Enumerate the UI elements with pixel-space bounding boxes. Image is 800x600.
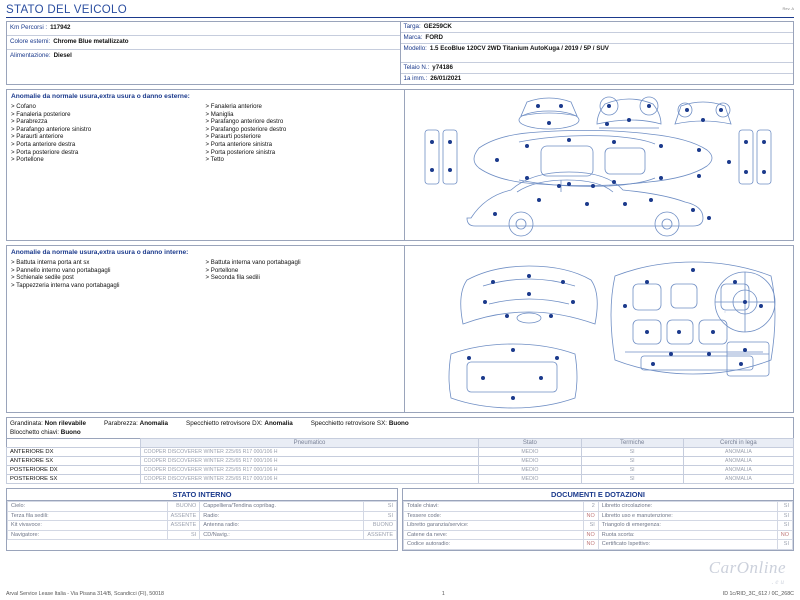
info-label-km: Km Percorsi :: [10, 24, 48, 32]
field-value: SI: [777, 511, 792, 521]
condition-grandinata-value: Non rilevabile: [44, 420, 86, 427]
list-item: > Fanaleria posteriore: [11, 111, 206, 119]
list-item: > Porta posteriore sinistra: [206, 149, 401, 157]
field-value: ASSENTE: [364, 530, 397, 540]
info-value-km: 117942: [50, 24, 71, 32]
vehicle-info-left: [7, 22, 401, 84]
condition-row-2: [10, 428, 790, 437]
document-header: [6, 4, 794, 18]
tyre-model: COOPER DISCOVERER WINTER 225/65 R17 000/106 H: [140, 457, 478, 466]
tyres-header-row: [7, 439, 794, 448]
tyre-position: POSTERIORE SX: [7, 475, 141, 484]
list-item: > Parafango anteriore sinistro: [11, 126, 206, 134]
info-label-telaio: Telaio N.:: [403, 64, 430, 71]
info-label-modello: Modello:: [403, 45, 427, 52]
page-title: STATO DEL VEICOLO: [6, 4, 127, 16]
list-item: > Seconda fila sedili: [206, 274, 401, 282]
list-item: > Battuta interna vano portabagagli: [206, 259, 401, 267]
condition-parabrezza-label: Parabrezza:: [103, 420, 138, 427]
tyre-cerchi: ANOMALIA: [683, 457, 793, 466]
tyre-stato: MEDIO: [479, 448, 581, 457]
info-row-km: [7, 22, 400, 36]
info-label-marca: Marca:: [403, 34, 423, 41]
condition-specchietto-dx-value: Anomalia: [264, 420, 293, 427]
field-label: Codice autoradio:: [404, 540, 584, 550]
tyre-termiche: SI: [581, 457, 683, 466]
info-label-targa: Targa:: [403, 23, 421, 30]
field-label: Cappelliera/Tendina copribag.: [200, 502, 364, 512]
interior-car-diagram-svg: [405, 246, 793, 412]
field-value: NO: [777, 530, 792, 540]
info-value-alimentazione: Diesel: [53, 52, 72, 60]
table-row: [404, 511, 793, 521]
list-item: > Pannello interno vano portabagagli: [11, 267, 206, 275]
table-row: [404, 521, 793, 531]
list-item: > Portellone: [206, 267, 401, 275]
tyre-position: ANTERIORE SX: [7, 457, 141, 466]
list-item: > Porta anteriore sinistra: [206, 141, 401, 149]
table-row: [8, 511, 397, 521]
stato-interno-table: [6, 488, 398, 551]
field-label: Radio:: [200, 511, 364, 521]
condition-specchietto-sx-label: Specchietto retrovisore SX:: [310, 420, 388, 427]
tyre-cerchi: ANOMALIA: [683, 475, 793, 484]
condition-blocchetto-chiavi: [10, 428, 81, 437]
internal-damage-heading: Anomalie da normale usura,extra usura o danno interne:: [11, 249, 189, 256]
info-label-alimentazione: Alimentazione:: [10, 52, 51, 60]
list-item: > Paraurti anteriore: [11, 133, 206, 141]
tyre-model: COOPER DISCOVERER WINTER 225/65 R17 000/106 H: [140, 466, 478, 475]
tyre-position: POSTERIORE DX: [7, 466, 141, 475]
tyre-model: COOPER DISCOVERER WINTER 225/65 R17 000/106 H: [140, 475, 478, 484]
condition-parabrezza-value: Anomalia: [139, 420, 168, 427]
field-value: SI: [777, 502, 792, 512]
list-item: > Porta posteriore destra: [11, 149, 206, 157]
internal-damage-list: [7, 246, 405, 412]
vehicle-info-right: [401, 22, 794, 84]
footer-company: Arval Service Lease Italia - Via Pisana 314/B, Scandicci (FI), 50018: [6, 591, 165, 597]
condition-grandinata: [10, 419, 86, 428]
stato-interno-title: STATO INTERNO: [7, 489, 397, 501]
list-item: > Parafango anteriore destro: [206, 118, 401, 126]
watermark-text: CarOnline: [708, 558, 786, 577]
field-label: Libretto uso e manutenzione:: [598, 511, 777, 521]
condition-specchietto-dx-label: Specchietto retrovisore DX:: [186, 420, 263, 427]
list-item: > Porta anteriore destra: [11, 141, 206, 149]
field-label: Antenna radio:: [200, 521, 364, 531]
list-item: > Fanaleria anteriore: [206, 103, 401, 111]
tyre-position: ANTERIORE DX: [7, 448, 141, 457]
documenti-title: DOCUMENTI E DOTAZIONI: [403, 489, 793, 501]
field-value: NO: [583, 540, 598, 550]
external-damage-col2: [206, 103, 401, 164]
info-value-immatricolazione: 26/01/2021: [430, 75, 462, 82]
condition-parabrezza: [104, 419, 168, 428]
tyre-cerchi: ANOMALIA: [683, 448, 793, 457]
internal-damage-col1: [11, 259, 206, 289]
external-damage-list: [7, 90, 405, 240]
exterior-car-diagram-svg: [405, 90, 793, 240]
field-value: BUONO: [364, 521, 397, 531]
condition-specchietto-sx-value: Buono: [388, 420, 409, 427]
field-value: SI: [167, 530, 200, 540]
field-label: Ruota scorta:: [598, 530, 777, 540]
table-row: [8, 502, 397, 512]
info-row-alimentazione: [7, 50, 400, 64]
list-item: > Battuta interna porta ant sx: [11, 259, 206, 267]
field-value: SI: [777, 521, 792, 531]
tyre-termiche: SI: [581, 448, 683, 457]
condition-row-1: [10, 419, 790, 428]
condition-specchietto-dx: [186, 419, 293, 428]
tyres-col-termiche: Termiche: [581, 439, 683, 448]
watermark: [709, 558, 786, 586]
external-damage-col1: [11, 103, 206, 164]
footer-page-number: 1: [441, 591, 445, 597]
field-label: Catene da neve:: [404, 530, 584, 540]
tyre-cerchi: ANOMALIA: [683, 466, 793, 475]
info-label-immatricolazione: 1a imm.:: [403, 75, 428, 82]
field-value: ASSENTE: [167, 511, 200, 521]
field-value: NO: [583, 511, 598, 521]
revision-label: Rev. A: [782, 6, 794, 11]
list-item: > Tappezzeria interna vano portabagagli: [11, 282, 206, 290]
list-item: > Parabrezza: [11, 118, 206, 126]
tyre-termiche: SI: [581, 466, 683, 475]
list-item: > Cofano: [11, 103, 206, 111]
info-row-targa: [401, 22, 794, 33]
table-row: [7, 466, 794, 475]
document-footer: [6, 591, 794, 597]
tyre-model: COOPER DISCOVERER WINTER 225/65 R17 000/106 H: [140, 448, 478, 457]
table-row: [8, 530, 397, 540]
field-value: SI: [364, 511, 397, 521]
condition-summary: [6, 417, 794, 438]
info-value-colore: Chrome Blue metallizzato: [53, 38, 129, 46]
info-row-modello: [401, 44, 794, 63]
tyre-termiche: SI: [581, 475, 683, 484]
external-damage-diagram: [405, 90, 793, 240]
wheel-detail: [715, 272, 775, 376]
info-row-colore: [7, 36, 400, 50]
internal-damage-diagram: [405, 246, 793, 412]
info-value-modello: 1.5 EcoBlue 120CV 2WD Titanium AutoKuga / 2019 / 5P / SUV: [429, 45, 609, 52]
footer-code: ID 1c/RID_3C_612 / 0C_268C: [722, 591, 794, 597]
tyres-table: [6, 438, 794, 484]
list-item: > Tetto: [206, 156, 401, 164]
list-item: > Parafango posteriore destro: [206, 126, 401, 134]
info-row-telaio: [401, 63, 794, 74]
field-label: Libretto garanzia/service:: [404, 521, 584, 531]
tyre-stato: MEDIO: [479, 466, 581, 475]
tyres-col-stato: Stato: [479, 439, 581, 448]
info-row-immatricolazione: [401, 74, 794, 84]
list-item: > Schienale sedile post: [11, 274, 206, 282]
list-item: > Maniglia: [206, 111, 401, 119]
tyre-stato: MEDIO: [479, 457, 581, 466]
watermark-suffix: .eu: [771, 578, 786, 586]
field-label: Kit vivavoce:: [8, 521, 168, 531]
list-item: > Portellone: [11, 156, 206, 164]
field-label: Terza fila sedili:: [8, 511, 168, 521]
external-damage-panel: [6, 89, 794, 241]
table-row: [7, 475, 794, 484]
field-label: Certificato Ispettivo:: [598, 540, 777, 550]
external-damage-heading: Anomalie da normale usura,extra usura o danno esterne:: [11, 93, 190, 100]
info-row-marca: [401, 33, 794, 44]
table-row: [7, 448, 794, 457]
field-label: Triangolo di emergenza:: [598, 521, 777, 531]
field-label: Cielo:: [8, 502, 168, 512]
field-value: 2: [583, 502, 598, 512]
info-value-marca: FORD: [425, 34, 443, 41]
internal-damage-col2: [206, 259, 401, 289]
tyres-col-pneumatico: Pneumatico: [140, 439, 478, 448]
field-value: BUONO: [167, 502, 200, 512]
internal-damage-panel: [6, 245, 794, 413]
table-row: [404, 540, 793, 550]
field-value: SI: [777, 540, 792, 550]
field-value: SI: [364, 502, 397, 512]
field-label: Navigatore:: [8, 530, 168, 540]
info-value-targa: GE259CK: [423, 23, 452, 30]
field-value: SI: [583, 521, 598, 531]
table-row: [8, 521, 397, 531]
info-value-telaio: y74186: [432, 64, 453, 71]
tyres-col-cerchi: Cerchi in lega: [683, 439, 793, 448]
documenti-dotazioni-table: [402, 488, 794, 551]
condition-grandinata-label: Grandinata:: [10, 420, 43, 427]
condition-blocchetto-label: Blocchetto chiavi:: [10, 429, 60, 436]
table-row: [7, 457, 794, 466]
field-value: ASSENTE: [167, 521, 200, 531]
field-label: Libretto circolazione:: [598, 502, 777, 512]
condition-specchietto-sx: [311, 419, 409, 428]
field-label: Totale chiavi:: [404, 502, 584, 512]
field-label: CD/Navig.:: [200, 530, 364, 540]
table-row: [404, 502, 793, 512]
field-label: Tessere code:: [404, 511, 584, 521]
condition-blocchetto-value: Buono: [60, 429, 81, 436]
field-value: NO: [583, 530, 598, 540]
info-label-colore: Colore esterni:: [10, 38, 51, 46]
list-item: > Paraurti posteriore: [206, 133, 401, 141]
tyre-stato: MEDIO: [479, 475, 581, 484]
table-row: [404, 530, 793, 540]
bottom-tables: [6, 488, 794, 551]
vehicle-info-grid: [6, 21, 794, 85]
